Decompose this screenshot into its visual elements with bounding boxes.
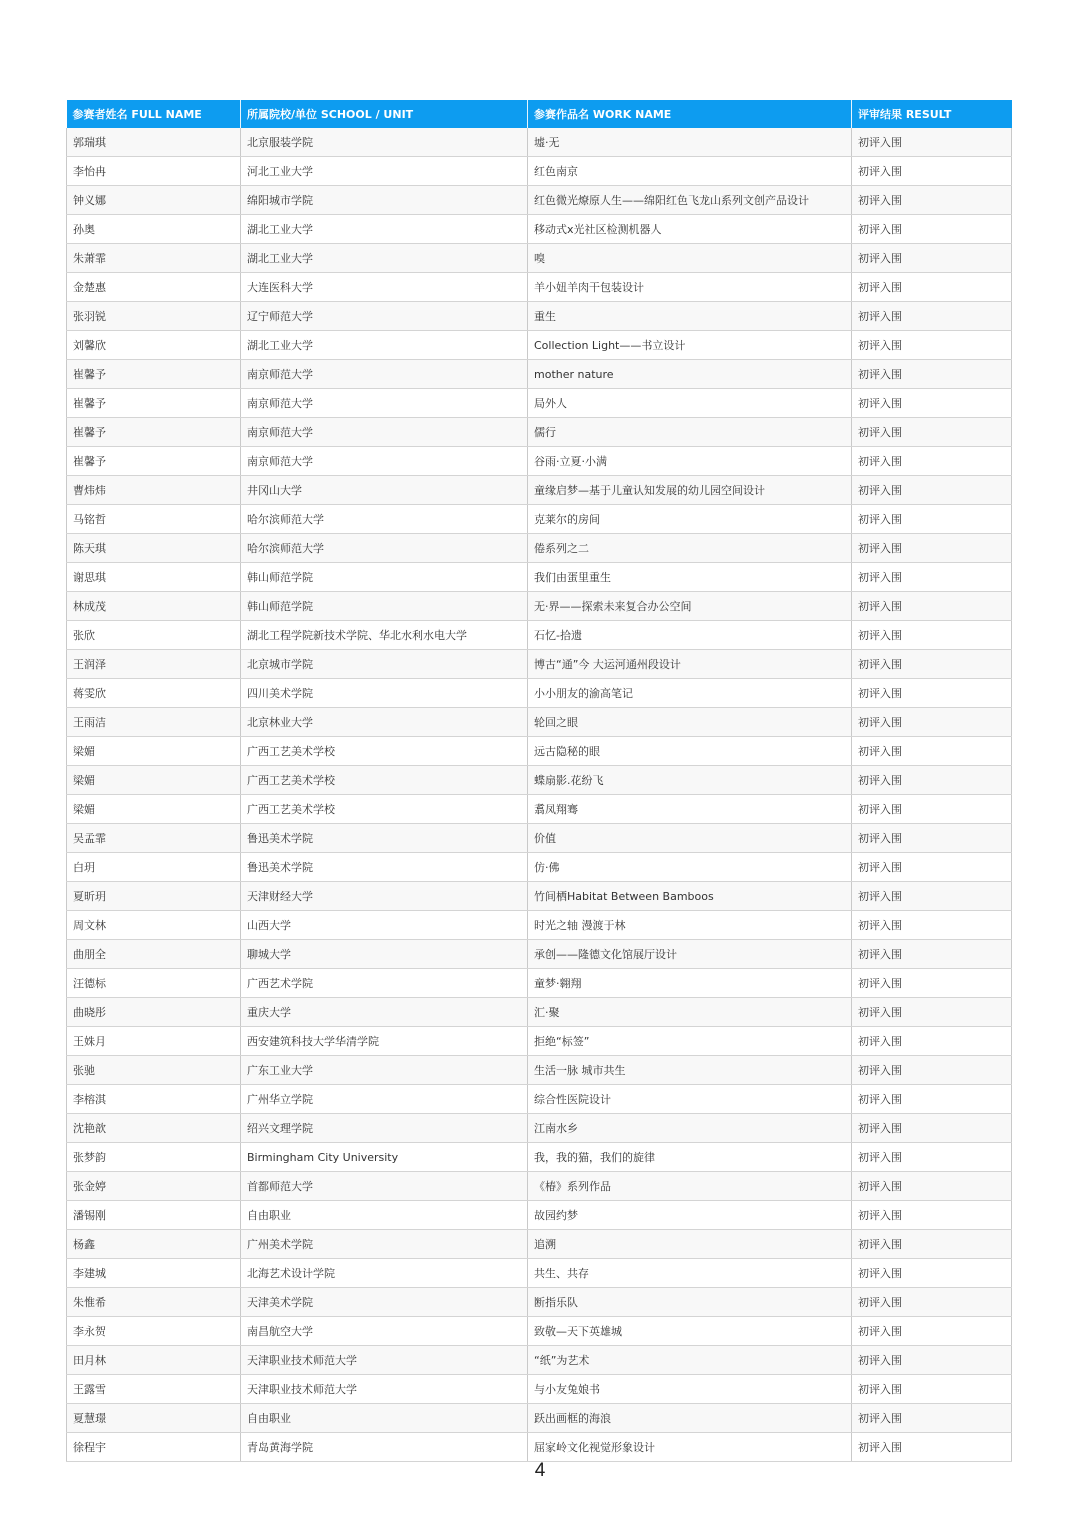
cell-full-name: 张欣 bbox=[67, 621, 241, 650]
table-row bbox=[67, 911, 1012, 940]
table-row bbox=[67, 737, 1012, 766]
cell-full-name: 李永贺 bbox=[67, 1317, 241, 1346]
cell-result: 初评入围 bbox=[852, 940, 1012, 969]
cell-result: 初评入围 bbox=[852, 998, 1012, 1027]
cell-result: 初评入围 bbox=[852, 1114, 1012, 1143]
cell-work-name: 我，我的猫，我们的旋律 bbox=[528, 1143, 852, 1172]
table-row bbox=[67, 679, 1012, 708]
table-row bbox=[67, 1259, 1012, 1288]
cell-result: 初评入围 bbox=[852, 853, 1012, 882]
cell-full-name: 王露雪 bbox=[67, 1375, 241, 1404]
table-row bbox=[67, 1317, 1012, 1346]
table-row bbox=[67, 1172, 1012, 1201]
cell-full-name: 孙奥 bbox=[67, 215, 241, 244]
cell-result: 初评入围 bbox=[852, 766, 1012, 795]
cell-full-name: 陈天琪 bbox=[67, 534, 241, 563]
cell-result: 初评入围 bbox=[852, 911, 1012, 940]
table-row bbox=[67, 1085, 1012, 1114]
cell-school-unit: 南京师范大学 bbox=[241, 389, 528, 418]
cell-result: 初评入围 bbox=[852, 1404, 1012, 1433]
cell-school-unit: 天津职业技术师范大学 bbox=[241, 1346, 528, 1375]
cell-school-unit: 湖北工程学院新技术学院、华北水利水电大学 bbox=[241, 621, 528, 650]
table-row bbox=[67, 1027, 1012, 1056]
table-row bbox=[67, 244, 1012, 273]
cell-school-unit: 重庆大学 bbox=[241, 998, 528, 1027]
cell-school-unit: 北京服装学院 bbox=[241, 128, 528, 157]
header-full-name: 参赛者姓名 FULL NAME bbox=[67, 100, 241, 128]
cell-work-name: 拒绝“标签” bbox=[528, 1027, 852, 1056]
table-row bbox=[67, 1433, 1012, 1462]
cell-work-name: mother nature bbox=[528, 360, 852, 389]
cell-result: 初评入围 bbox=[852, 1172, 1012, 1201]
cell-full-name: 钟义娜 bbox=[67, 186, 241, 215]
cell-school-unit: 北海艺术设计学院 bbox=[241, 1259, 528, 1288]
cell-school-unit: 聊城大学 bbox=[241, 940, 528, 969]
cell-work-name: Collection Light——书立设计 bbox=[528, 331, 852, 360]
cell-full-name: 沈艳歆 bbox=[67, 1114, 241, 1143]
cell-work-name: 故园约梦 bbox=[528, 1201, 852, 1230]
cell-result: 初评入围 bbox=[852, 157, 1012, 186]
table-row bbox=[67, 360, 1012, 389]
cell-school-unit: 哈尔滨师范大学 bbox=[241, 534, 528, 563]
cell-full-name: 郭瑞琪 bbox=[67, 128, 241, 157]
cell-school-unit: 南昌航空大学 bbox=[241, 1317, 528, 1346]
table-row bbox=[67, 592, 1012, 621]
table-row bbox=[67, 215, 1012, 244]
cell-school-unit: 湖北工业大学 bbox=[241, 215, 528, 244]
cell-result: 初评入围 bbox=[852, 476, 1012, 505]
cell-work-name: 博古“通”今 大运河通州段设计 bbox=[528, 650, 852, 679]
cell-work-name: 童梦·翱翔 bbox=[528, 969, 852, 998]
cell-work-name: 无·界——探索未来复合办公空间 bbox=[528, 592, 852, 621]
cell-work-name: 竹间栖Habitat Between Bamboos bbox=[528, 882, 852, 911]
cell-work-name: 童缘启梦—基于儿童认知发展的幼儿园空间设计 bbox=[528, 476, 852, 505]
cell-result: 初评入围 bbox=[852, 331, 1012, 360]
cell-full-name: 吴孟霏 bbox=[67, 824, 241, 853]
cell-school-unit: 湖北工业大学 bbox=[241, 244, 528, 273]
cell-school-unit: 南京师范大学 bbox=[241, 360, 528, 389]
cell-work-name: 断指乐队 bbox=[528, 1288, 852, 1317]
cell-result: 初评入围 bbox=[852, 244, 1012, 273]
cell-school-unit: 广州华立学院 bbox=[241, 1085, 528, 1114]
cell-full-name: 夏昕玥 bbox=[67, 882, 241, 911]
cell-work-name: 生活一脉 城市共生 bbox=[528, 1056, 852, 1085]
cell-full-name: 李怡冉 bbox=[67, 157, 241, 186]
cell-full-name: 蒋雯欣 bbox=[67, 679, 241, 708]
cell-school-unit: 广西艺术学院 bbox=[241, 969, 528, 998]
table-header-row bbox=[67, 100, 1012, 128]
cell-result: 初评入围 bbox=[852, 1085, 1012, 1114]
cell-result: 初评入围 bbox=[852, 1201, 1012, 1230]
cell-school-unit: 天津美术学院 bbox=[241, 1288, 528, 1317]
table-row bbox=[67, 1230, 1012, 1259]
cell-school-unit: 韩山师范学院 bbox=[241, 592, 528, 621]
cell-full-name: 张梦韵 bbox=[67, 1143, 241, 1172]
table-row bbox=[67, 621, 1012, 650]
cell-full-name: 王姝月 bbox=[67, 1027, 241, 1056]
cell-work-name: 石忆-拾遗 bbox=[528, 621, 852, 650]
cell-full-name: 李榕淇 bbox=[67, 1085, 241, 1114]
cell-full-name: 崔馨予 bbox=[67, 418, 241, 447]
cell-result: 初评入围 bbox=[852, 447, 1012, 476]
table-row bbox=[67, 1201, 1012, 1230]
cell-result: 初评入围 bbox=[852, 534, 1012, 563]
table-row bbox=[67, 534, 1012, 563]
cell-school-unit: 绵阳城市学院 bbox=[241, 186, 528, 215]
header-work-name: 参赛作品名 WORK NAME bbox=[528, 100, 852, 128]
table-row bbox=[67, 766, 1012, 795]
cell-school-unit: 湖北工业大学 bbox=[241, 331, 528, 360]
table-row bbox=[67, 650, 1012, 679]
cell-school-unit: 广西工艺美术学校 bbox=[241, 766, 528, 795]
table-row bbox=[67, 1056, 1012, 1085]
cell-full-name: 朱萧霏 bbox=[67, 244, 241, 273]
cell-result: 初评入围 bbox=[852, 650, 1012, 679]
cell-result: 初评入围 bbox=[852, 708, 1012, 737]
table-row bbox=[67, 795, 1012, 824]
cell-work-name: 追溯 bbox=[528, 1230, 852, 1259]
table-row bbox=[67, 853, 1012, 882]
cell-result: 初评入围 bbox=[852, 302, 1012, 331]
cell-result: 初评入围 bbox=[852, 795, 1012, 824]
cell-full-name: 谢思琪 bbox=[67, 563, 241, 592]
cell-full-name: 梁媚 bbox=[67, 766, 241, 795]
cell-work-name: 我们由蛋里重生 bbox=[528, 563, 852, 592]
cell-full-name: 徐程宇 bbox=[67, 1433, 241, 1462]
table-row bbox=[67, 447, 1012, 476]
table-row bbox=[67, 708, 1012, 737]
cell-full-name: 梁媚 bbox=[67, 737, 241, 766]
results-table bbox=[66, 100, 1012, 1462]
cell-full-name: 夏慧璟 bbox=[67, 1404, 241, 1433]
table-row bbox=[67, 1346, 1012, 1375]
table-row bbox=[67, 824, 1012, 853]
cell-work-name: 轮回之眼 bbox=[528, 708, 852, 737]
cell-school-unit: 北京林业大学 bbox=[241, 708, 528, 737]
cell-school-unit: Birmingham City University bbox=[241, 1143, 528, 1172]
cell-result: 初评入围 bbox=[852, 621, 1012, 650]
table-row bbox=[67, 1114, 1012, 1143]
cell-work-name: 谷雨·立夏·小满 bbox=[528, 447, 852, 476]
cell-work-name: 翥凤翔骞 bbox=[528, 795, 852, 824]
cell-full-name: 王雨洁 bbox=[67, 708, 241, 737]
table-row bbox=[67, 505, 1012, 534]
table-row bbox=[67, 1143, 1012, 1172]
cell-school-unit: 广西工艺美术学校 bbox=[241, 737, 528, 766]
cell-result: 初评入围 bbox=[852, 215, 1012, 244]
cell-full-name: 刘馨欣 bbox=[67, 331, 241, 360]
cell-full-name: 张羽锐 bbox=[67, 302, 241, 331]
cell-full-name: 王润泽 bbox=[67, 650, 241, 679]
cell-school-unit: 哈尔滨师范大学 bbox=[241, 505, 528, 534]
table-row bbox=[67, 302, 1012, 331]
cell-full-name: 崔馨予 bbox=[67, 389, 241, 418]
cell-work-name: 嗅 bbox=[528, 244, 852, 273]
cell-full-name: 潘锡刚 bbox=[67, 1201, 241, 1230]
cell-work-name: 跃出画框的海浪 bbox=[528, 1404, 852, 1433]
cell-result: 初评入围 bbox=[852, 418, 1012, 447]
cell-result: 初评入围 bbox=[852, 969, 1012, 998]
table-row bbox=[67, 1375, 1012, 1404]
cell-school-unit: 首都师范大学 bbox=[241, 1172, 528, 1201]
cell-result: 初评入围 bbox=[852, 592, 1012, 621]
cell-work-name: 克莱尔的房间 bbox=[528, 505, 852, 534]
cell-work-name: 致敬—天下英雄城 bbox=[528, 1317, 852, 1346]
cell-school-unit: 辽宁师范大学 bbox=[241, 302, 528, 331]
cell-work-name: 移动式x光社区检测机器人 bbox=[528, 215, 852, 244]
page-number: 4 bbox=[534, 1460, 546, 1481]
cell-work-name: 倦系列之二 bbox=[528, 534, 852, 563]
cell-work-name: 时光之轴 漫渡于林 bbox=[528, 911, 852, 940]
cell-result: 初评入围 bbox=[852, 824, 1012, 853]
cell-result: 初评入围 bbox=[852, 1056, 1012, 1085]
cell-work-name: 儒行 bbox=[528, 418, 852, 447]
cell-result: 初评入围 bbox=[852, 679, 1012, 708]
table-row bbox=[67, 273, 1012, 302]
cell-result: 初评入围 bbox=[852, 360, 1012, 389]
cell-work-name: 汇·聚 bbox=[528, 998, 852, 1027]
cell-full-name: 朱惟希 bbox=[67, 1288, 241, 1317]
cell-school-unit: 南京师范大学 bbox=[241, 447, 528, 476]
cell-result: 初评入围 bbox=[852, 505, 1012, 534]
cell-school-unit: 南京师范大学 bbox=[241, 418, 528, 447]
cell-result: 初评入围 bbox=[852, 273, 1012, 302]
cell-school-unit: 自由职业 bbox=[241, 1201, 528, 1230]
cell-full-name: 马铭哲 bbox=[67, 505, 241, 534]
table-row bbox=[67, 331, 1012, 360]
cell-full-name: 曲晓彤 bbox=[67, 998, 241, 1027]
table-row bbox=[67, 128, 1012, 157]
table-row bbox=[67, 940, 1012, 969]
table-row bbox=[67, 969, 1012, 998]
cell-result: 初评入围 bbox=[852, 1027, 1012, 1056]
cell-work-name: 墟·无 bbox=[528, 128, 852, 157]
table-row bbox=[67, 1288, 1012, 1317]
cell-full-name: 曹炜炜 bbox=[67, 476, 241, 505]
cell-result: 初评入围 bbox=[852, 563, 1012, 592]
cell-result: 初评入围 bbox=[852, 1317, 1012, 1346]
cell-school-unit: 鲁迅美术学院 bbox=[241, 853, 528, 882]
cell-full-name: 崔馨予 bbox=[67, 360, 241, 389]
table-row bbox=[67, 563, 1012, 592]
cell-full-name: 曲朋全 bbox=[67, 940, 241, 969]
cell-full-name: 张金婷 bbox=[67, 1172, 241, 1201]
table-body bbox=[67, 128, 1012, 1462]
cell-work-name: 红色南京 bbox=[528, 157, 852, 186]
cell-school-unit: 绍兴文理学院 bbox=[241, 1114, 528, 1143]
cell-school-unit: 山西大学 bbox=[241, 911, 528, 940]
cell-full-name: 张驰 bbox=[67, 1056, 241, 1085]
cell-school-unit: 广东工业大学 bbox=[241, 1056, 528, 1085]
table-row bbox=[67, 1404, 1012, 1433]
table-row bbox=[67, 882, 1012, 911]
cell-full-name: 汪德标 bbox=[67, 969, 241, 998]
cell-school-unit: 广州美术学院 bbox=[241, 1230, 528, 1259]
cell-result: 初评入围 bbox=[852, 1375, 1012, 1404]
cell-work-name: 屈家岭文化视觉形象设计 bbox=[528, 1433, 852, 1462]
cell-school-unit: 鲁迅美术学院 bbox=[241, 824, 528, 853]
cell-school-unit: 天津职业技术师范大学 bbox=[241, 1375, 528, 1404]
cell-school-unit: 天津财经大学 bbox=[241, 882, 528, 911]
cell-full-name: 周文林 bbox=[67, 911, 241, 940]
cell-work-name: 仿·佛 bbox=[528, 853, 852, 882]
table-row bbox=[67, 998, 1012, 1027]
cell-work-name: 《椿》系列作品 bbox=[528, 1172, 852, 1201]
cell-full-name: 金楚惠 bbox=[67, 273, 241, 302]
cell-work-name: 共生、共存 bbox=[528, 1259, 852, 1288]
cell-school-unit: 河北工业大学 bbox=[241, 157, 528, 186]
table-row bbox=[67, 418, 1012, 447]
cell-result: 初评入围 bbox=[852, 1143, 1012, 1172]
cell-work-name: 局外人 bbox=[528, 389, 852, 418]
cell-work-name: 价值 bbox=[528, 824, 852, 853]
cell-work-name: 蝶扇影.花纷飞 bbox=[528, 766, 852, 795]
table-row bbox=[67, 476, 1012, 505]
cell-result: 初评入围 bbox=[852, 1230, 1012, 1259]
cell-full-name: 田月林 bbox=[67, 1346, 241, 1375]
cell-result: 初评入围 bbox=[852, 882, 1012, 911]
cell-result: 初评入围 bbox=[852, 186, 1012, 215]
cell-work-name: 红色微光燎原人生——绵阳红色飞龙山系列文创产品设计 bbox=[528, 186, 852, 215]
header-result: 评审结果 RESULT bbox=[852, 100, 1012, 128]
cell-work-name: “纸”为艺术 bbox=[528, 1346, 852, 1375]
cell-result: 初评入围 bbox=[852, 1346, 1012, 1375]
cell-result: 初评入围 bbox=[852, 737, 1012, 766]
cell-work-name: 小小朋友的渝高笔记 bbox=[528, 679, 852, 708]
cell-full-name: 崔馨予 bbox=[67, 447, 241, 476]
cell-school-unit: 韩山师范学院 bbox=[241, 563, 528, 592]
cell-full-name: 林成茂 bbox=[67, 592, 241, 621]
cell-full-name: 李建城 bbox=[67, 1259, 241, 1288]
cell-full-name: 白玥 bbox=[67, 853, 241, 882]
cell-work-name: 综合性医院设计 bbox=[528, 1085, 852, 1114]
table-row bbox=[67, 389, 1012, 418]
cell-result: 初评入围 bbox=[852, 1433, 1012, 1462]
cell-result: 初评入围 bbox=[852, 128, 1012, 157]
cell-school-unit: 大连医科大学 bbox=[241, 273, 528, 302]
cell-full-name: 杨鑫 bbox=[67, 1230, 241, 1259]
cell-school-unit: 广西工艺美术学校 bbox=[241, 795, 528, 824]
cell-result: 初评入围 bbox=[852, 389, 1012, 418]
table-row bbox=[67, 157, 1012, 186]
cell-school-unit: 青岛黄海学院 bbox=[241, 1433, 528, 1462]
cell-school-unit: 西安建筑科技大学华清学院 bbox=[241, 1027, 528, 1056]
cell-work-name: 与小友兔娘书 bbox=[528, 1375, 852, 1404]
cell-school-unit: 北京城市学院 bbox=[241, 650, 528, 679]
cell-result: 初评入围 bbox=[852, 1288, 1012, 1317]
cell-work-name: 江南水乡 bbox=[528, 1114, 852, 1143]
cell-result: 初评入围 bbox=[852, 1259, 1012, 1288]
cell-school-unit: 自由职业 bbox=[241, 1404, 528, 1433]
cell-work-name: 羊小妞羊肉干包装设计 bbox=[528, 273, 852, 302]
table-row bbox=[67, 186, 1012, 215]
cell-full-name: 梁媚 bbox=[67, 795, 241, 824]
cell-school-unit: 井冈山大学 bbox=[241, 476, 528, 505]
cell-work-name: 重生 bbox=[528, 302, 852, 331]
cell-school-unit: 四川美术学院 bbox=[241, 679, 528, 708]
cell-work-name: 远古隐秘的眼 bbox=[528, 737, 852, 766]
cell-work-name: 承创——隆德文化馆展厅设计 bbox=[528, 940, 852, 969]
header-school-unit: 所属院校/单位 SCHOOL / UNIT bbox=[241, 100, 528, 128]
